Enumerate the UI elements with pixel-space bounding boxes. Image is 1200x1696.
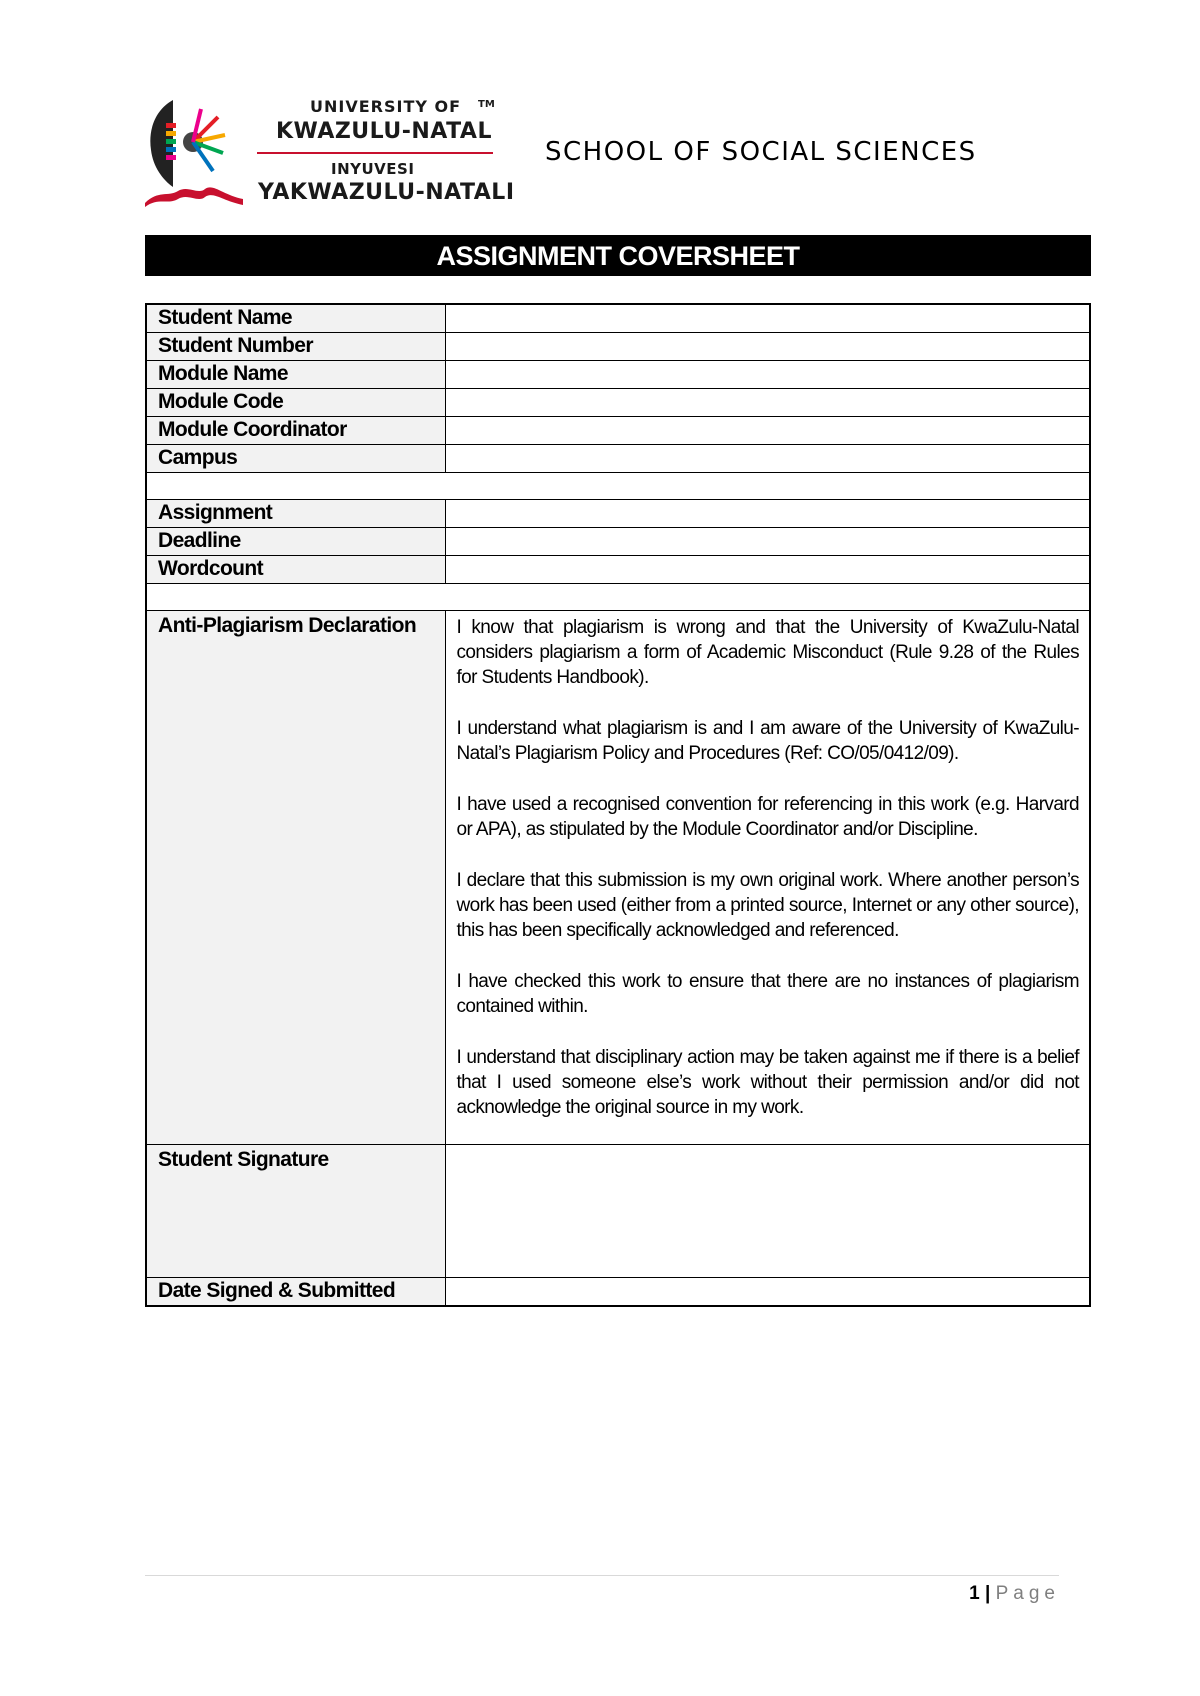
page-number: 1 <box>969 1583 980 1604</box>
form-row-date-signed <box>146 1278 1090 1307</box>
form-row-campus <box>146 445 1090 473</box>
university-logo <box>143 95 515 210</box>
module-name-label: Module Name <box>146 361 445 389</box>
declaration-paragraph: I have used a recognised convention for referencing in this work (e.g. Harvard or APA), as stipulated by the Module Coordinator and/or Discipline. <box>456 794 1079 840</box>
trademark-mark: TM <box>478 99 495 110</box>
declaration-paragraph: I declare that this submission is my own original work. Where another person’s work has been used (either from a printed source, Internet or any other source), this has been specifically acknowledged and referenced. <box>456 870 1079 941</box>
coversheet-banner: ASSIGNMENT COVERSHEET <box>145 235 1091 276</box>
form-row-student-number <box>146 333 1090 361</box>
declaration-paragraph: I have checked this work to ensure that there are no instances of plagiarism contained within. <box>456 971 1079 1017</box>
declaration-paragraph: I understand that disciplinary action may be taken against me if there is a belief that I used someone else’s work without their permission and/or did not acknowledge the original source in my work. <box>456 1047 1079 1118</box>
student-name-label: Student Name <box>146 304 445 333</box>
form-row-student-name <box>146 304 1090 333</box>
deadline-label: Deadline <box>146 528 445 556</box>
form-spacer-row <box>146 473 1090 500</box>
module-coordinator-label: Module Coordinator <box>146 417 445 445</box>
logo-text-kwazulu-natal: KWAZULU-NATAL <box>276 119 492 144</box>
deadline-field[interactable] <box>445 528 1090 556</box>
spacer-cell <box>146 584 1090 611</box>
module-name-field[interactable] <box>445 361 1090 389</box>
assignment-field[interactable] <box>445 500 1090 528</box>
wordcount-field[interactable] <box>445 556 1090 584</box>
campus-label: Campus <box>146 445 445 473</box>
page-footer <box>969 1583 1060 1605</box>
logo-divider <box>257 152 493 154</box>
form-spacer-row <box>146 584 1090 611</box>
form-row-declaration <box>146 611 1090 1145</box>
module-code-field[interactable] <box>445 389 1090 417</box>
date-signed-field[interactable] <box>445 1278 1090 1307</box>
student-signature-field[interactable] <box>445 1145 1090 1278</box>
page-separator: | <box>979 1583 996 1604</box>
form-row-wordcount <box>146 556 1090 584</box>
student-number-label: Student Number <box>146 333 445 361</box>
form-row-assignment <box>146 500 1090 528</box>
form-row-signature <box>146 1145 1090 1278</box>
assignment-label: Assignment <box>146 500 445 528</box>
form-row-module-coordinator <box>146 417 1090 445</box>
declaration-label: Anti-Plagiarism Declaration <box>146 611 445 1145</box>
logo-text-inyuvesi: INYUVESI <box>331 160 415 178</box>
form-row-module-code <box>146 389 1090 417</box>
declaration-text <box>445 611 1090 1145</box>
declaration-paragraph: I know that plagiarism is wrong and that the University of KwaZulu-Natal considers plagiarism a form of Academic Misconduct (Rule 9.28 of the Rules for Students Handbook). <box>456 617 1079 688</box>
campus-field[interactable] <box>445 445 1090 473</box>
student-number-field[interactable] <box>445 333 1090 361</box>
declaration-paragraph: I understand what plagiarism is and I am aware of the University of KwaZulu-Natal’s Plagiarism Policy and Procedures (Ref: CO/05/0412/09). <box>456 718 1079 764</box>
form-row-deadline <box>146 528 1090 556</box>
wordcount-label: Wordcount <box>146 556 445 584</box>
school-title: SCHOOL OF SOCIAL SCIENCES <box>545 137 977 167</box>
module-coordinator-field[interactable] <box>445 417 1090 445</box>
student-name-field[interactable] <box>445 304 1090 333</box>
module-code-label: Module Code <box>146 389 445 417</box>
university-crest-icon <box>143 95 258 210</box>
spacer-cell <box>146 473 1090 500</box>
date-signed-label: Date Signed & Submitted <box>146 1278 445 1307</box>
form-row-module-name <box>146 361 1090 389</box>
logo-text-yakwazulu-natali: YAKWAZULU-NATALI <box>258 180 515 205</box>
student-signature-label: Student Signature <box>146 1145 445 1278</box>
page-word: Page <box>995 1583 1060 1604</box>
coversheet-form <box>145 303 1091 1307</box>
footer-divider <box>145 1575 1059 1576</box>
logo-text-university-of: UNIVERSITY OF <box>310 97 462 116</box>
